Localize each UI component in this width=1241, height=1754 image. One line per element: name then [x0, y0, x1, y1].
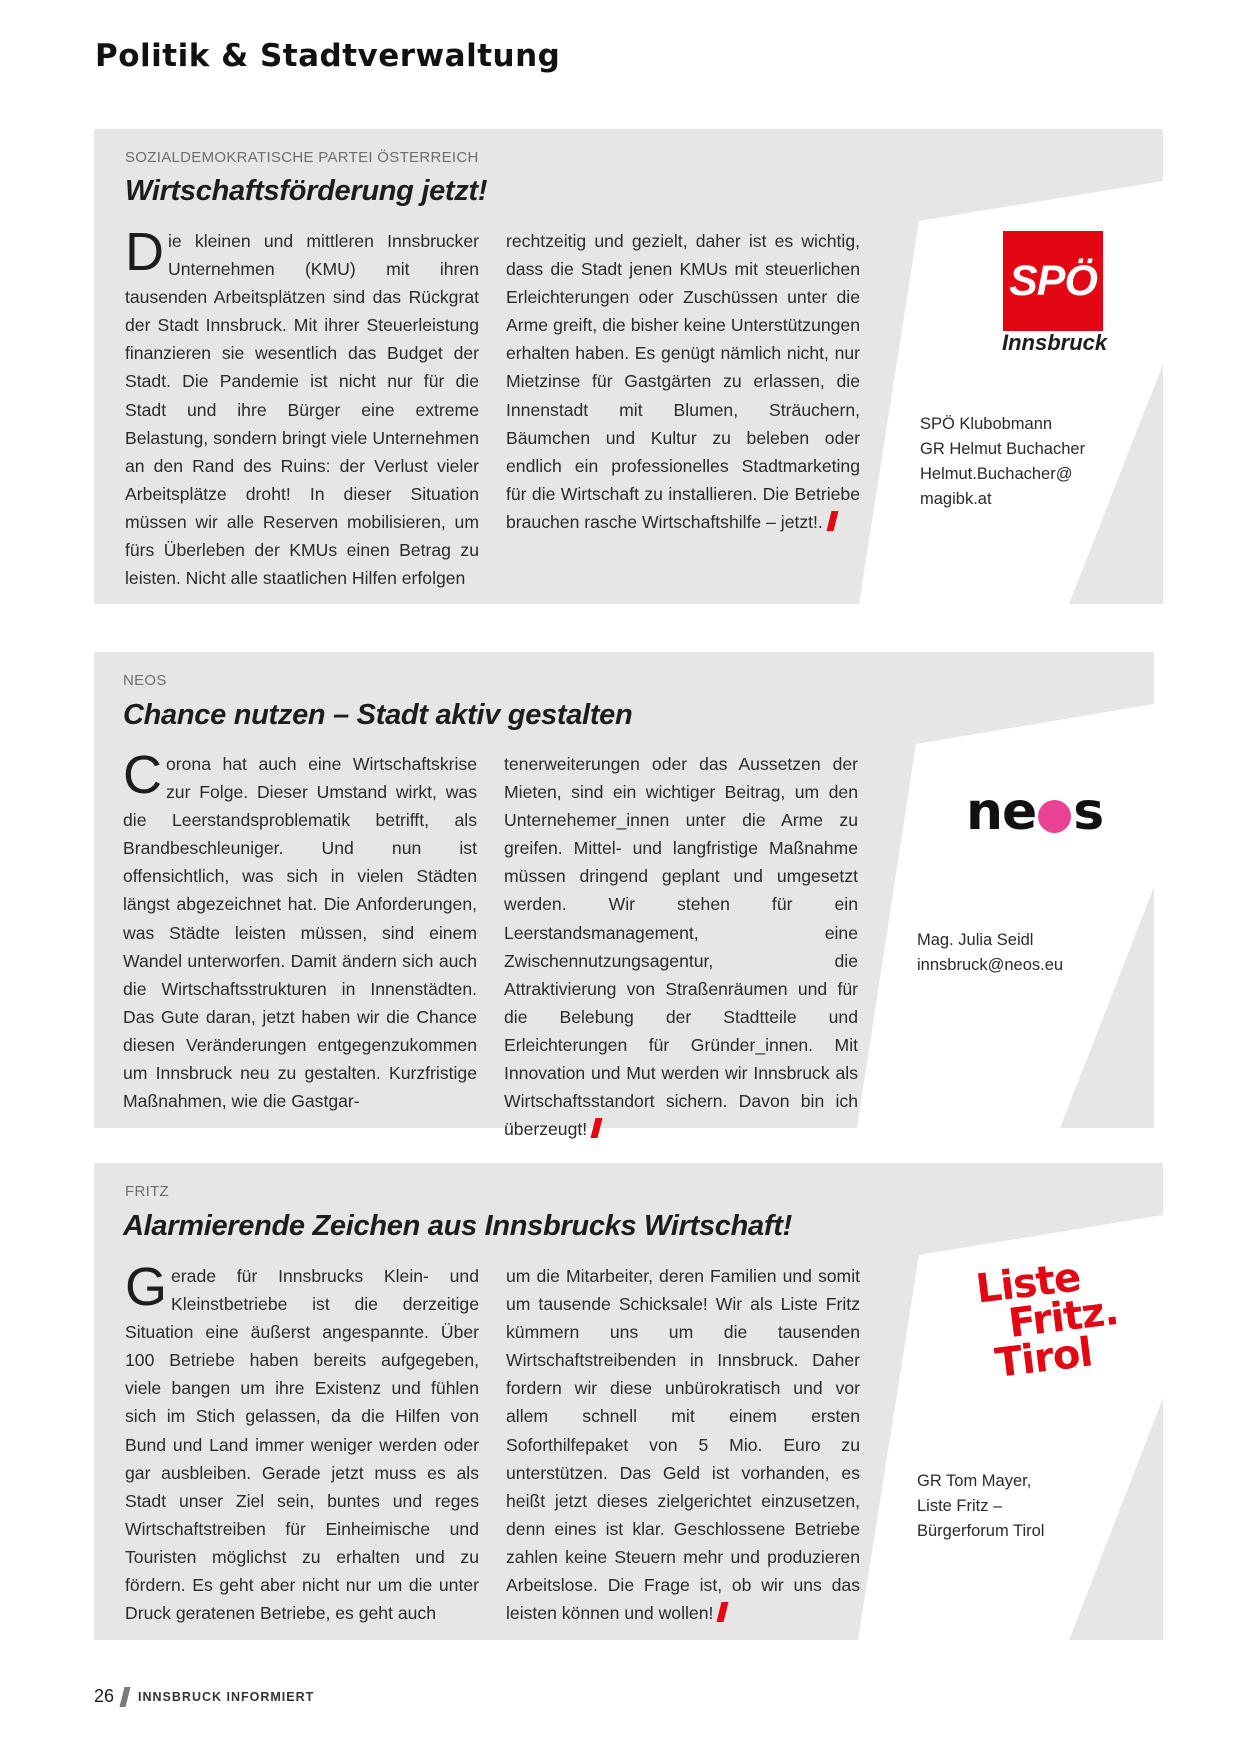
logo-text: Fritz.: [1005, 1287, 1121, 1347]
column-text: ie kleinen und mittleren Innsbrucker Unternehmen (KMU) mit ihren tausenden Arbeitsplätzen sind das Rückgrat der Stadt Innsbruck. Mit ihrer Steuerleistung finanzieren sie wesentlich das Budget der Stadt. Die Pandemie ist nicht nur für die Stadt und ihre Bürger eine extreme Belastung, sondern bringt viele Unternehmen an den Rand des Ruins: der Verlust vieler Arbeitsplätze droht! In dieser Situation müssen wir alle Reserven mobilisieren, um fürs Überleben der KMUs einen Betrag zu leisten. Nicht alle staatlichen Hilfen erfolgen: [125, 231, 479, 589]
page-title: Politik & Stadtverwaltung: [95, 38, 561, 74]
divider-slash-icon: [120, 1687, 131, 1707]
column-text: rechtzeitig und gezielt, daher ist es wichtig, dass die Stadt jenen KMUs mit steuerlichen Erleichterungen oder Zuschüssen unter die Arme greift, die bisher keine Unterstützungen erhalten haben. Es genügt nämlich nicht, nur Mietzinse für Gastgärten zu erlassen, die Innenstadt mit Blumen, Sträuchern, Bäumchen und Kultur zu beleben oder endlich ein professionelles Stadtmarketing für die Wirtschaft zu installieren. Die Betriebe brauchen rasche Wirtschaftshilfe – jetzt!.: [506, 231, 860, 532]
end-mark-icon: [826, 511, 838, 531]
logo-text: s: [1073, 782, 1104, 842]
logo-text: Tirol: [992, 1329, 1095, 1387]
contact-line: Bürgerforum Tirol: [917, 1522, 1045, 1540]
article-spo: [94, 129, 1163, 604]
article-column-1: [125, 222, 479, 592]
liste-fritz-logo: [973, 1254, 1125, 1387]
column-text: um die Mitarbeiter, deren Familien und somit um tausende Schicksale! Wir als Liste Fritz kümmern uns um die tausenden Wirtschaftstreibenden in Innsbruck. Daher fordern wir diese unbürokratisch und vor allem schnell mit einem ersten Soforthilfepaket von 5 Mio. Euro zu unterstützen. Das Geld ist vorhanden, es heißt jetzt dieses zielgerichtet einzusetzen, denn eines ist klar. Geschlossene Betriebe zahlen keine Steuern mehr und produzieren Arbeitslose. Die Frage ist, ob wir uns das leisten können und wollen!: [506, 1266, 860, 1624]
logo-text: SPÖ: [1009, 256, 1097, 305]
article-column-1: [125, 1257, 479, 1627]
contact-info: [920, 412, 1085, 512]
contact-line: GR Helmut Buchacher: [920, 440, 1086, 458]
dropcap: C: [123, 745, 162, 805]
article-column-2: [506, 227, 860, 536]
logo-subtitle: Innsbruck: [1002, 330, 1108, 355]
contact-info: [917, 928, 1063, 978]
party-label: SOZIALDEMOKRATISCHE PARTEI ÖSTERREICH: [125, 149, 479, 166]
article-column-1: [123, 745, 477, 1115]
page-footer: [94, 1686, 314, 1707]
article-neos: [94, 652, 1163, 1140]
logo-text: Liste: [973, 1254, 1083, 1313]
neos-logo: [966, 782, 1104, 842]
page-number: 26: [94, 1686, 115, 1706]
pink-dot-icon: [1038, 800, 1071, 833]
article-fritz: [94, 1163, 1163, 1640]
contact-info: [917, 1469, 1044, 1544]
logo-text: ne: [966, 782, 1037, 842]
end-mark-icon: [591, 1118, 603, 1138]
party-label: NEOS: [123, 672, 167, 689]
contact-email: innsbruck@neos.eu: [917, 956, 1064, 974]
dropcap: D: [125, 222, 164, 282]
article-title: Alarmierende Zeichen aus Innsbrucks Wirtschaft!: [123, 1210, 792, 1242]
column-text: tenerweiterungen oder das Aussetzen der Mieten, sind ein wichtiger Beitrag, um den Unternehemer_innen unter die Arme zu greifen. Mittel- und langfristige Maßnahme müssen dringend geplant und umgesetzt werden. Wir stehen für ein Leerstandsmanagement, eine Zwischennutzungsagentur, die Attraktivierung von Straßenräumen und für die Belebung der Stadtteile und Erleichterungen für Gründer_innen. Mit Innovation und Mut werden wir Innsbruck als Wirtschaftsstandort sichern. Davon bin ich überzeugt!: [504, 754, 858, 1140]
publication-name: INNSBRUCK INFORMIERT: [138, 1689, 315, 1704]
contact-line: GR Tom Mayer,: [917, 1472, 1032, 1490]
article-column-2: [506, 1262, 860, 1627]
contact-line: Mag. Julia Seidl: [917, 931, 1034, 949]
contact-line: Liste Fritz –: [917, 1497, 1003, 1515]
contact-email: magibk.at: [920, 490, 992, 508]
article-title: Wirtschaftsförderung jetzt!: [125, 175, 488, 207]
article-column-2: [504, 750, 858, 1143]
contact-line: SPÖ Klubobmann: [920, 415, 1053, 433]
dropcap: G: [125, 1257, 168, 1317]
end-mark-icon: [717, 1602, 729, 1622]
party-label: FRITZ: [125, 1183, 169, 1200]
contact-email: Helmut.Buchacher@: [920, 465, 1073, 483]
spo-logo: [1003, 231, 1103, 331]
column-text: erade für Innsbrucks Klein- und Kleinstbetriebe ist die derzeitige Situation eine äußerst angespannte. Über 100 Betriebe haben bereits aufgegeben, viele bangen um ihre Existenz und fühlen sich im Stich gelassen, da die Hilfen von Bund und Land immer weniger werden oder gar ausbleiben. Gerade jetzt muss es als Stadt unser Ziel sein, buntes und reges Wirtschaftstreiben für Einheimische und Touristen möglichst zu erhalten und zu fördern. Es geht aber nicht nur um die unter Druck geratenen Betriebe, es geht auch: [125, 1266, 479, 1624]
column-text: orona hat auch eine Wirtschaftskrise zur Folge. Dieser Umstand wirkt, was die Leerstandsproblematik betrifft, als Brandbeschleuniger. Und nun ist offensichtlich, was sich in vielen Städten längst abgezeichnet hat. Die Anforderungen, was Städte leisten müssen, sind einem Wandel unterworfen. Damit ändern sich auch die Wirtschaftsstrukturen in Innenstädten. Das Gute daran, jetzt haben wir die Chance diesen Veränderungen entgegenzukommen um Innsbruck neu zu gestalten. Kurzfristige Maßnahmen, wie die Gastgar-: [123, 754, 477, 1112]
article-title: Chance nutzen – Stadt aktiv gestalten: [123, 699, 633, 731]
